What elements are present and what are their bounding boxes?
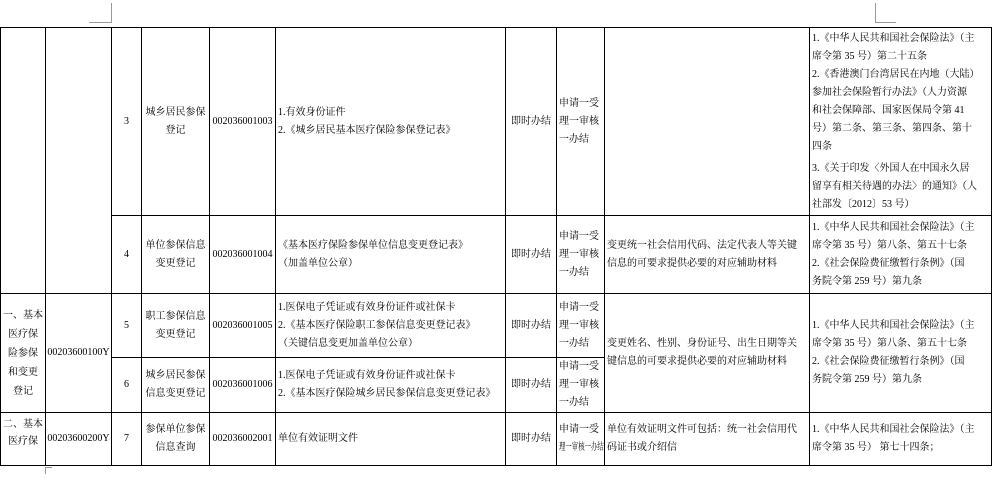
legal-basis-line: 席令第 35 号）第八条、第五十七条 (812, 338, 967, 349)
item-code: 002036001004 (212, 248, 273, 260)
legal-basis-line: 号）第二条、第三条、第四条、第十 (812, 122, 972, 134)
category-code: 00203600200Y (47, 433, 110, 444)
material-line: 1.有效身份证件 (278, 106, 346, 118)
item-name-line: 登记 (165, 124, 186, 136)
process-line: 理一审核 (559, 248, 599, 260)
margin-corner-mark (111, 3, 112, 23)
process-cell (557, 28, 605, 216)
item-name-line: 职工参保信息 (145, 310, 206, 322)
material-line: 2.《基本医疗保险城乡居民参保信息变更登记表》 (278, 388, 496, 399)
legal-basis-line: 四条 (812, 140, 832, 152)
process-line: 申请一受 (559, 424, 599, 435)
item-number: 5 (124, 319, 129, 331)
item-number-cell (112, 216, 142, 294)
process-line: 理一审核一办结 (559, 442, 604, 453)
materials-cell (276, 28, 506, 216)
category-name-line: 二、基本 (3, 419, 43, 430)
legal-basis-line: 1.《中华人民共和国社会保险法》（主 (812, 320, 975, 331)
process-line: 申请一受 (559, 361, 599, 372)
time-limit-cell (506, 28, 557, 216)
time-limit: 即时办结 (511, 248, 551, 260)
item-name-line: 单位参保信息 (145, 239, 206, 251)
legal-basis-line: 1.《中华人民共和国社会保险法》（主 (812, 424, 975, 435)
legal-basis-line: 务院令第 259 号）第九条 (812, 275, 922, 287)
table-row (1, 216, 992, 294)
item-name-cell (142, 294, 210, 358)
legal-basis-cell (810, 413, 992, 466)
notes-cell (605, 413, 810, 466)
material-line: 《基本医疗保险参保单位信息变更登记表》 (278, 239, 468, 251)
item-number-cell (112, 28, 142, 216)
category-name-line: 登记 (13, 385, 33, 397)
process-cell (557, 294, 605, 358)
item-code: 002036001005 (212, 319, 273, 331)
materials-cell (276, 294, 506, 358)
item-name-cell (142, 28, 210, 216)
item-name-line: 参保单位参保 (145, 424, 206, 435)
material-line: （关键信息变更加盖单位公章） (278, 337, 418, 349)
category-cell (1, 28, 46, 294)
legal-basis-cell (810, 216, 992, 294)
item-name-line: 变更登记 (155, 257, 196, 269)
legal-basis-line: 席令第 35 号）第八条、第五十七条 (812, 239, 967, 251)
process-cell (557, 216, 605, 294)
process-line: 理一审核 (559, 115, 599, 127)
service-table (0, 27, 992, 466)
item-name-line: 信息变更登记 (145, 388, 206, 399)
time-limit-cell (506, 358, 557, 413)
category-code-cell (46, 413, 112, 466)
legal-basis-line: 1.《中华人民共和国社会保险法》（主 (812, 221, 975, 233)
category-name-line: 医疗保 (8, 436, 38, 447)
legal-basis-line: 2.《香港澳门台湾居民在内地（大陆） (812, 68, 980, 80)
notes-line: 变更统一社会信用代码、法定代表人等关键 (607, 239, 797, 251)
item-number: 4 (124, 248, 129, 260)
process-line: 申请一受 (559, 230, 599, 242)
process-line: 申请一受 (559, 97, 599, 109)
item-code: 002036001006 (212, 379, 273, 390)
process-line: 一办结 (559, 337, 589, 349)
notes-line: 单位有效证明文件可包括：统一社会信用代 (607, 424, 797, 435)
process-line: 理一审核 (559, 319, 599, 331)
process-line: 理一审核 (559, 379, 599, 390)
item-name-line: 城乡居民参保 (145, 106, 206, 118)
legal-basis-line: 务院令第 259 号）第九条 (812, 374, 922, 385)
item-code-cell (210, 294, 276, 358)
material-line: （加盖单位公章） (278, 257, 358, 269)
item-code-cell (210, 358, 276, 413)
materials-cell (276, 413, 506, 466)
time-limit: 即时办结 (511, 379, 551, 390)
legal-basis-cell (810, 28, 992, 216)
margin-corner-mark (45, 467, 52, 468)
category-cell (1, 413, 46, 466)
category-code: 00203600100Y (47, 347, 110, 358)
notes-cell (605, 216, 810, 294)
legal-basis-line: 2.《社会保险费征缴暂行条例》（国 (812, 257, 965, 269)
process-line: 一办结 (559, 133, 589, 145)
notes-line: 码证书或介绍信 (607, 442, 677, 453)
margin-corner-mark (875, 3, 876, 23)
category-cell (1, 294, 46, 413)
notes-line: 变更姓名、性别、身份证号、出生日期等关 (607, 338, 797, 349)
material-line: 2.《基本医疗保险职工参保信息变更登记表》 (278, 319, 476, 331)
item-number: 6 (124, 379, 129, 390)
time-limit: 即时办结 (511, 433, 551, 444)
legal-basis-line: 席令第 35 号）第二十五条 (812, 50, 927, 62)
time-limit: 即时办结 (511, 115, 551, 127)
notes-cell (605, 28, 810, 216)
item-name-line: 信息查询 (155, 442, 196, 453)
material-line: 2.《城乡居民基本医疗保险参保登记表》 (278, 124, 456, 136)
legal-basis-line: 2.《社会保险费征缴暂行条例》（国 (812, 356, 965, 367)
legal-basis-line: 和社会保障部、国家医保局令第 41 (812, 104, 965, 116)
process-line: 一办结 (559, 397, 589, 408)
category-name-line: 险参保 (8, 347, 38, 359)
category-name-line: 一、基本 (3, 309, 43, 321)
time-limit: 即时办结 (511, 319, 551, 331)
item-code-cell (210, 216, 276, 294)
item-number-cell (112, 294, 142, 358)
table-row (1, 28, 992, 216)
legal-basis-line: 3.《关于印发〈外国人在中国永久居 (812, 162, 970, 174)
margin-corner-mark (875, 22, 896, 23)
legal-basis-line: 席令第 35 号） 第七十四条； (812, 442, 940, 453)
legal-basis-line: 参加社会保险暂行办法》（人力资源 (812, 86, 967, 98)
time-limit-cell (506, 294, 557, 358)
notes-cell (605, 294, 810, 413)
item-code: 002036002001 (212, 433, 273, 444)
item-code-cell (210, 413, 276, 466)
item-number: 7 (124, 433, 129, 444)
time-limit-cell (506, 216, 557, 294)
legal-basis-line: 1.《中华人民共和国社会保险法》（主 (812, 32, 975, 44)
time-limit-cell (506, 413, 557, 466)
item-code: 002036001003 (212, 115, 273, 127)
item-code-cell (210, 28, 276, 216)
item-name-cell (142, 216, 210, 294)
legal-basis-line: 留享有相关待遇的办法〉的通知》（人 (812, 180, 977, 192)
item-name-cell (142, 413, 210, 466)
item-number-cell (112, 413, 142, 466)
process-line: 申请一受 (559, 301, 599, 313)
margin-corner-mark (89, 22, 112, 23)
item-number-cell (112, 358, 142, 413)
notes-line: 信息的可要求提供必要的对应辅助材料 (607, 257, 777, 269)
category-code-cell (46, 294, 112, 413)
process-cell (557, 413, 605, 466)
item-name-line: 变更登记 (155, 328, 196, 340)
item-number: 3 (124, 115, 129, 127)
item-name-line: 城乡居民参保 (145, 370, 206, 381)
item-name-cell (142, 358, 210, 413)
material-line: 单位有效证明文件 (278, 433, 358, 444)
category-name-line: 和变更 (8, 366, 38, 378)
table-row (1, 413, 992, 466)
notes-line: 键信息的可要求提供必要的对应辅助材料 (607, 356, 787, 367)
materials-cell (276, 216, 506, 294)
process-cell (557, 358, 605, 413)
process-line: 一办结 (559, 266, 589, 278)
legal-basis-line: 社部发〔2012〕53 号） (812, 198, 915, 210)
material-line: 1.医保电子凭证或有效身份证件或社保卡 (278, 301, 456, 313)
category-name-line: 医疗保 (8, 328, 38, 340)
table-row (1, 294, 992, 358)
category-code-cell (46, 28, 112, 294)
material-line: 1.医保电子凭证或有效身份证件或社保卡 (278, 370, 456, 381)
materials-cell (276, 358, 506, 413)
margin-corner-mark (45, 467, 46, 474)
legal-basis-cell (810, 294, 992, 413)
